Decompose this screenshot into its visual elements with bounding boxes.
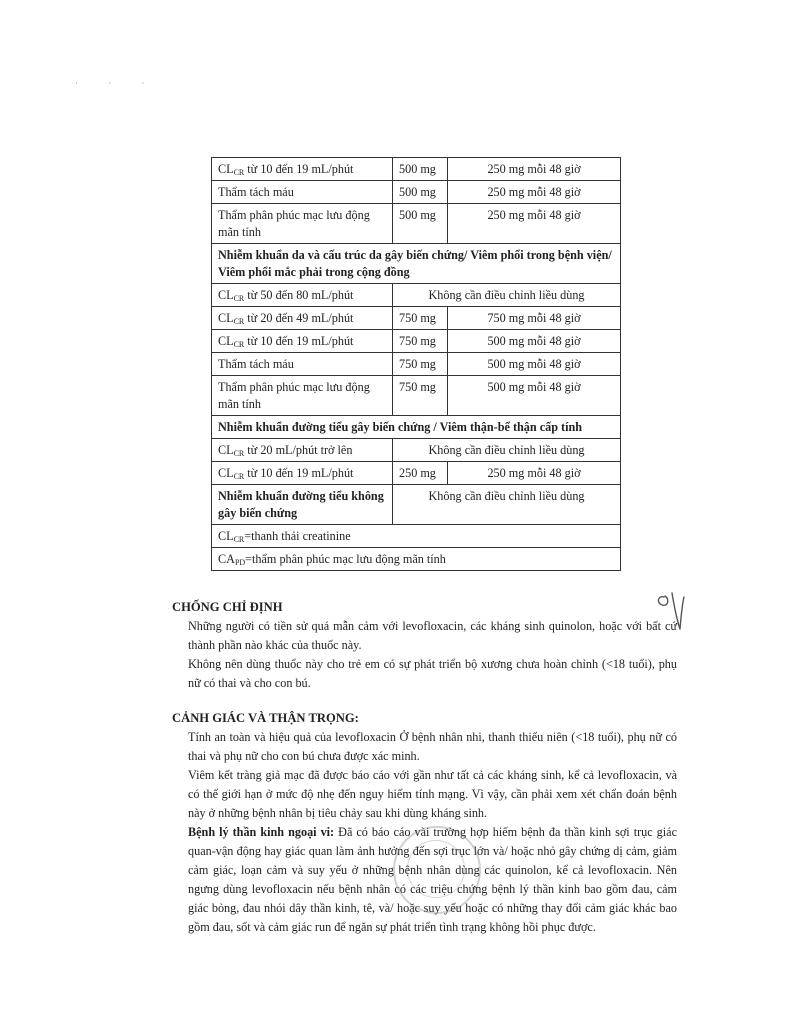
criteria-subscript: CR — [233, 449, 245, 458]
initial-dose: 750 mg — [399, 357, 436, 371]
initial-dose-cell — [393, 204, 448, 244]
criteria-suffix: từ 50 đến 80 mL/phút — [244, 288, 354, 302]
table-row — [212, 181, 621, 204]
table-row — [212, 439, 621, 462]
initial-dose: 250 mg — [399, 466, 436, 480]
dose-note: Không cần điều chỉnh liều dùng — [428, 288, 585, 302]
criteria-prefix: CL — [218, 334, 234, 348]
official-stamp-icon — [393, 826, 481, 914]
table-row — [212, 525, 621, 548]
criteria-suffix: từ 20 mL/phút trở lên — [244, 443, 353, 457]
criteria-subscript: CR — [233, 294, 245, 303]
criteria-suffix: từ 10 đến 19 mL/phút — [244, 466, 354, 480]
criteria-subscript: CR — [233, 535, 245, 544]
dosage-table — [211, 157, 621, 571]
criteria-subscript: CR — [233, 317, 245, 326]
footnote-cell — [212, 548, 621, 571]
table-row — [212, 548, 621, 571]
initial-dose: 750 mg — [399, 380, 436, 394]
table-row — [212, 204, 621, 244]
table-row — [212, 485, 621, 525]
maintenance-dose: 250 mg mỗi 48 giờ — [487, 162, 581, 176]
criteria-subscript: CR — [233, 168, 245, 177]
dose-note-cell — [393, 485, 621, 525]
table-row — [212, 158, 621, 181]
contraindications-paragraph-2: Không nên dùng thuốc này cho trẻ em có sự phát triển bộ xương chưa hoàn chỉnh (<18 tuổi), phụ nữ có thai và cho con bú. — [188, 657, 677, 690]
maintenance-dose: 500 mg mỗi 48 giờ — [487, 357, 581, 371]
initial-dose-cell — [393, 158, 448, 181]
maintenance-dose-cell — [448, 204, 621, 244]
initial-dose: 500 mg — [399, 162, 436, 176]
maintenance-dose: 750 mg mỗi 48 giờ — [487, 311, 581, 325]
warnings-paragraph-1: Tính an toàn và hiệu quả của levofloxacin Ở bệnh nhân nhi, thanh thiếu niên (<18 tuổi), phụ nữ có thai và phụ nữ cho con bú chưa được xác minh. — [188, 730, 677, 763]
scan-specks: · · · — [75, 78, 159, 88]
criteria-prefix: CL — [218, 311, 234, 325]
criteria-subscript: PD — [234, 558, 246, 567]
maintenance-dose-cell — [448, 376, 621, 416]
dose-note: Không cần điều chỉnh liều dùng — [428, 489, 585, 503]
initial-dose: 500 mg — [399, 185, 436, 199]
table-row — [212, 330, 621, 353]
criteria-cell — [212, 158, 393, 181]
footnote-cell — [212, 525, 621, 548]
initial-dose: 750 mg — [399, 334, 436, 348]
criteria-text: Thẩm tách máu — [218, 357, 294, 371]
criteria-cell — [212, 439, 393, 462]
criteria-prefix: CA — [218, 552, 235, 566]
section-heading: Nhiễm khuẩn đường tiểu gây biến chứng / Viêm thận-bể thận cấp tính — [218, 420, 583, 434]
table-row — [212, 244, 621, 284]
table-row — [212, 462, 621, 485]
neuropathy-label: Bệnh lý thần kinh ngoại vi: — [188, 825, 335, 839]
neuropathy-text: Đã có báo cáo vài trường hợp hiếm bệnh đa thần kinh sợi trục giác quan-vận động hay giác quan làm ảnh hưởng đến sợi trục lớn và/ hoặc nhỏ gây chứng dị cảm, giảm cảm giác, loạn cảm và suy yếu ở những bệnh nhân dùng các quinolon, kể cả levofloxacin. Nên ngưng dùng levofloxacin nếu bệnh nhân có các triệu chứng bệnh lý thần kinh bao gồm đau, cảm giác bỏng, đau nhói dây thần kinh, tê, và/ hoặc suy yếu hoặc có những thay đổi cảm giác khác bao gồm đau, sốt và cảm giác run để ngăn sự phát triển tình trạng không hồi phục được. — [188, 825, 677, 934]
criteria-suffix: =thẩm phân phúc mạc lưu động mãn tính — [245, 552, 446, 566]
maintenance-dose: 500 mg mỗi 48 giờ — [487, 380, 581, 394]
criteria-cell — [212, 462, 393, 485]
contraindications-heading: CHỐNG CHỈ ĐỊNH — [172, 600, 283, 614]
criteria-text: Thẩm tách máu — [218, 185, 294, 199]
dose-note: Không cần điều chỉnh liều dùng — [428, 443, 585, 457]
initial-dose-cell — [393, 376, 448, 416]
criteria-cell — [212, 353, 393, 376]
table-row — [212, 353, 621, 376]
handwritten-mark-icon — [650, 587, 686, 631]
section-heading-cell — [212, 244, 621, 284]
initial-dose: 500 mg — [399, 208, 436, 222]
section-heading-cell — [212, 416, 621, 439]
initial-dose-cell — [393, 181, 448, 204]
table-row — [212, 376, 621, 416]
initial-dose: 750 mg — [399, 311, 436, 325]
criteria-suffix: từ 10 đến 19 mL/phút — [244, 334, 354, 348]
criteria-cell — [212, 376, 393, 416]
contraindications-paragraph-1: Những người có tiền sử quá mẫn cảm với levofloxacin, các kháng sinh quinolon, hoặc với bất cứ thành phần nào khác của thuốc này. — [188, 619, 677, 652]
criteria-cell — [212, 307, 393, 330]
maintenance-dose-cell — [448, 462, 621, 485]
criteria-suffix: =thanh thải creatinine — [244, 529, 351, 543]
criteria-subscript: CR — [233, 472, 245, 481]
table-row — [212, 284, 621, 307]
criteria-text: Thẩm phân phúc mạc lưu động mãn tính — [218, 208, 370, 239]
table-row — [212, 416, 621, 439]
dose-note-cell — [393, 284, 621, 307]
criteria-prefix: CL — [218, 529, 234, 543]
criteria-suffix: từ 10 đến 19 mL/phút — [244, 162, 354, 176]
criteria-cell — [212, 204, 393, 244]
maintenance-dose: 250 mg mỗi 48 giờ — [487, 466, 581, 480]
criteria-subscript: CR — [233, 340, 245, 349]
maintenance-dose-cell — [448, 307, 621, 330]
criteria-prefix: CL — [218, 162, 234, 176]
criteria-cell — [212, 284, 393, 307]
criteria-cell — [212, 181, 393, 204]
criteria-cell — [212, 485, 393, 525]
initial-dose-cell — [393, 307, 448, 330]
dose-note-cell — [393, 439, 621, 462]
criteria-text: Thẩm phân phúc mạc lưu động mãn tính — [218, 380, 370, 411]
criteria-prefix: CL — [218, 443, 234, 457]
warnings-heading: CẢNH GIÁC VÀ THẬN TRỌNG: — [172, 711, 359, 725]
dosage-table-body — [212, 158, 621, 571]
maintenance-dose-cell — [448, 353, 621, 376]
criteria-prefix: CL — [218, 466, 234, 480]
initial-dose-cell — [393, 353, 448, 376]
maintenance-dose-cell — [448, 181, 621, 204]
criteria-suffix: từ 20 đến 49 mL/phút — [244, 311, 354, 325]
criteria-text: Nhiễm khuẩn đường tiểu không gây biến chứng — [218, 489, 384, 520]
maintenance-dose: 250 mg mỗi 48 giờ — [487, 185, 581, 199]
criteria-prefix: CL — [218, 288, 234, 302]
section-gap — [172, 693, 677, 709]
initial-dose-cell — [393, 462, 448, 485]
maintenance-dose: 500 mg mỗi 48 giờ — [487, 334, 581, 348]
initial-dose-cell — [393, 330, 448, 353]
warnings-paragraph-2: Viêm kết tràng giả mạc đã được báo cáo với gần như tất cả các kháng sinh, kể cả levofloxacin, và có thể giới hạn ở mức độ nhẹ đến nguy hiểm tính mạng. Vì vậy, cần phải xem xét chẩn đoán bệnh này ở những bệnh nhân bị tiêu chảy sau khi dùng kháng sinh. — [188, 768, 677, 820]
maintenance-dose-cell — [448, 330, 621, 353]
section-heading: Nhiễm khuẩn da và cấu trúc da gây biến chứng/ Viêm phổi trong bệnh viện/ Viêm phổi mắc phải trong cộng đồng — [218, 248, 612, 279]
maintenance-dose-cell — [448, 158, 621, 181]
maintenance-dose: 250 mg mỗi 48 giờ — [487, 208, 581, 222]
criteria-cell — [212, 330, 393, 353]
table-row — [212, 307, 621, 330]
